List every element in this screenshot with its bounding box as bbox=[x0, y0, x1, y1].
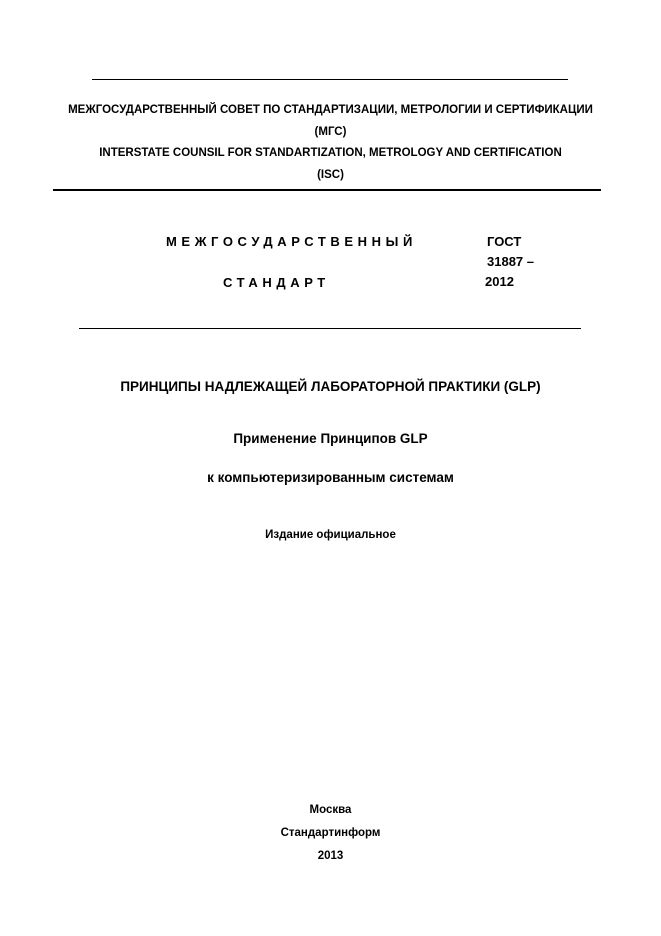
gost-label: ГОСТ bbox=[487, 234, 522, 249]
standard-type-line1: МЕЖГОСУДАРСТВЕННЫЙ bbox=[166, 234, 417, 249]
document-title: ПРИНЦИПЫ НАДЛЕЖАЩЕЙ ЛАБОРАТОРНОЙ ПРАКТИКИ (GLP) bbox=[120, 379, 541, 394]
header-divider bbox=[53, 189, 601, 191]
standard-type-line2: СТАНДАРТ bbox=[223, 275, 330, 290]
imprint-publisher: Стандартинформ bbox=[280, 827, 381, 839]
edition-label: Издание официальное bbox=[265, 529, 396, 541]
designation-divider bbox=[79, 328, 581, 329]
top-divider bbox=[92, 79, 568, 80]
council-name-ru: МЕЖГОСУДАРСТВЕННЫЙ СОВЕТ ПО СТАНДАРТИЗАЦИИ, МЕТРОЛОГИИ И СЕРТИФИКАЦИИ bbox=[68, 104, 593, 116]
imprint-year: 2013 bbox=[317, 850, 344, 862]
document-subtitle-line2: к компьютеризированным системам bbox=[207, 470, 454, 485]
gost-number: 31887 – bbox=[487, 254, 534, 269]
imprint-city: Москва bbox=[309, 804, 352, 816]
council-name-en: INTERSTATE COUNSIL FOR STANDARTIZATION, METROLOGY AND CERTIFICATION bbox=[99, 147, 562, 159]
council-abbr-ru: (МГС) bbox=[314, 126, 347, 138]
document-subtitle-line1: Применение Принципов GLP bbox=[233, 431, 428, 446]
gost-year: 2012 bbox=[485, 274, 514, 289]
council-abbr-en: (ISC) bbox=[317, 169, 344, 181]
